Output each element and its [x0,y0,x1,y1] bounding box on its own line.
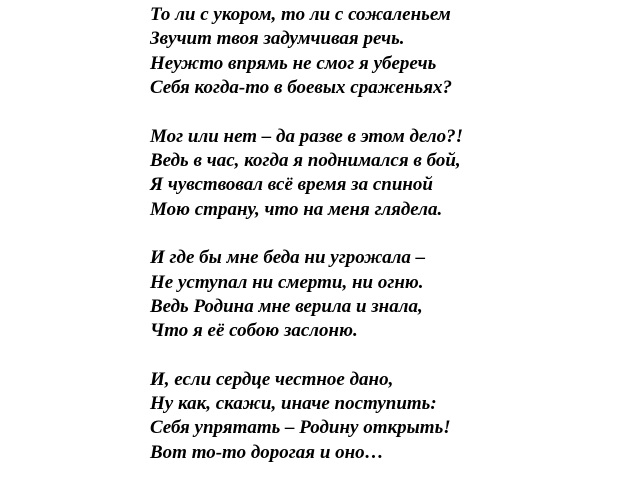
poem-line: Ведь Родина мне верила и знала, [150,295,423,317]
poem-line: Не уступал ни смерти, ни огню. [150,271,424,293]
poem-line: То ли с укором, то ли с сожаленьем [150,4,451,25]
poem-line: Я чувствовал всё время за спиной [150,174,433,196]
poem-line: Ну как, скажи, иначе поступить: [150,393,437,415]
poem-text [150,3,630,489]
poem-line: Неужто впрямь не смог я уберечь [150,52,437,74]
stanza-1 [150,3,630,101]
poem-line: И где бы мне беда ни угрожала – [150,247,426,269]
poem-line: Звучит твоя задумчивая речь. [150,28,405,50]
poem-line: Мою страну, что на меня глядела. [150,198,443,220]
stanza-4 [150,368,630,466]
poem-line: Вот то-то дорогая и оно… [150,441,384,463]
stanza-2 [150,125,630,223]
poem-line: Ведь в час, когда я поднимался в бой, [150,149,461,171]
stanza-3 [150,246,630,344]
poem-line: И, если сердце честное дано, [150,368,394,390]
poem-line: Себя когда-то в боевых сраженьях? [150,77,453,99]
poem-line: Себя упрятать – Родину открыть! [150,417,451,439]
poem-line: Что я её собою заслоню. [150,320,358,342]
poem-line: Мог или нет – да разве в этом дело?! [150,125,464,147]
